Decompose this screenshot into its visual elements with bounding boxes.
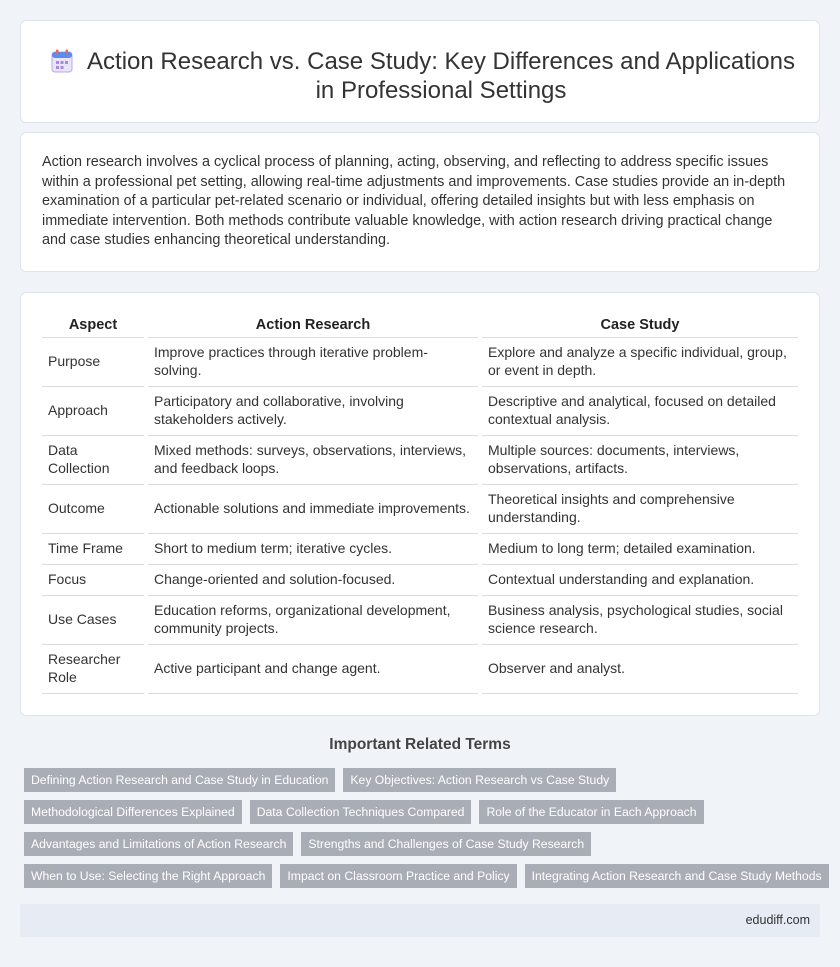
case-study-cell: Business analysis, psychological studies, social science research. — [480, 595, 798, 644]
table-header-row — [42, 315, 798, 337]
case-study-cell: Descriptive and analytical, focused on detailed contextual analysis. — [480, 386, 798, 435]
aspect-cell: Outcome — [42, 484, 146, 533]
column-header-case-study: Case Study — [480, 315, 798, 337]
action-research-cell: Participatory and collaborative, involving stakeholders actively. — [146, 386, 480, 435]
aspect-cell: Time Frame — [42, 533, 146, 564]
header-card — [20, 20, 820, 123]
table-row — [42, 595, 798, 644]
aspect-cell: Use Cases — [42, 595, 146, 644]
related-term-link[interactable]: Data Collection Techniques Compared — [250, 800, 472, 824]
related-term-link[interactable]: Methodological Differences Explained — [24, 800, 242, 824]
table-row — [42, 533, 798, 564]
related-term-link[interactable]: Integrating Action Research and Case Study Methods — [525, 864, 829, 888]
related-term-link[interactable]: Advantages and Limitations of Action Research — [24, 832, 293, 856]
aspect-cell: Approach — [42, 386, 146, 435]
intro-paragraph: Action research involves a cyclical process of planning, acting, observing, and reflecting to address specific issues within a professional pet setting, allowing real-time adjustments and improvements. Case studies provide an in-depth examination of a particular pet-related scenario or individual, offering detailed insights but with less emphasis on immediate intervention. Both methods contribute valuable knowledge, with action research driving practical change and case studies enhancing theoretical understanding. — [42, 154, 786, 248]
intro-card — [20, 132, 820, 272]
comparison-table — [42, 315, 798, 694]
comparison-table-card — [20, 292, 820, 716]
table-row — [42, 337, 798, 386]
footer — [20, 904, 820, 937]
page-title: Action Research vs. Case Study: Key Differences and Applications in Professional Settings — [87, 48, 795, 104]
related-term-link[interactable]: Role of the Educator in Each Approach — [479, 800, 703, 824]
case-study-cell: Explore and analyze a specific individual, group, or event in depth. — [480, 337, 798, 386]
action-research-cell: Actionable solutions and immediate improvements. — [146, 484, 480, 533]
case-study-cell: Contextual understanding and explanation. — [480, 564, 798, 595]
case-study-cell: Multiple sources: documents, interviews, observations, artifacts. — [480, 435, 798, 484]
column-header-aspect: Aspect — [42, 315, 146, 337]
action-research-cell: Education reforms, organizational development, community projects. — [146, 595, 480, 644]
related-term-link[interactable]: Defining Action Research and Case Study in Education — [24, 768, 335, 792]
aspect-cell: Data Collection — [42, 435, 146, 484]
action-research-cell: Mixed methods: surveys, observations, interviews, and feedback loops. — [146, 435, 480, 484]
case-study-cell: Observer and analyst. — [480, 644, 798, 693]
related-term-link[interactable]: Strengths and Challenges of Case Study Research — [301, 832, 591, 856]
action-research-cell: Active participant and change agent. — [146, 644, 480, 693]
column-header-action-research: Action Research — [146, 315, 480, 337]
related-terms-heading: Important Related Terms — [329, 736, 511, 753]
related-term-link[interactable]: Impact on Classroom Practice and Policy — [280, 864, 516, 888]
action-research-cell: Change-oriented and solution-focused. — [146, 564, 480, 595]
table-row — [42, 484, 798, 533]
site-name[interactable]: edudiff.com — [745, 913, 810, 927]
case-study-cell: Medium to long term; detailed examination. — [480, 533, 798, 564]
action-research-cell: Short to medium term; iterative cycles. — [146, 533, 480, 564]
action-research-cell: Improve practices through iterative problem-solving. — [146, 337, 480, 386]
related-term-link[interactable]: When to Use: Selecting the Right Approach — [24, 864, 272, 888]
table-row — [42, 435, 798, 484]
aspect-cell: Researcher Role — [42, 644, 146, 693]
table-row — [42, 564, 798, 595]
aspect-cell: Focus — [42, 564, 146, 595]
table-row — [42, 386, 798, 435]
aspect-cell: Purpose — [42, 337, 146, 386]
related-terms-list — [24, 768, 824, 896]
case-study-cell: Theoretical insights and comprehensive understanding. — [480, 484, 798, 533]
related-term-link[interactable]: Key Objectives: Action Research vs Case Study — [343, 768, 616, 792]
table-row — [42, 644, 798, 693]
